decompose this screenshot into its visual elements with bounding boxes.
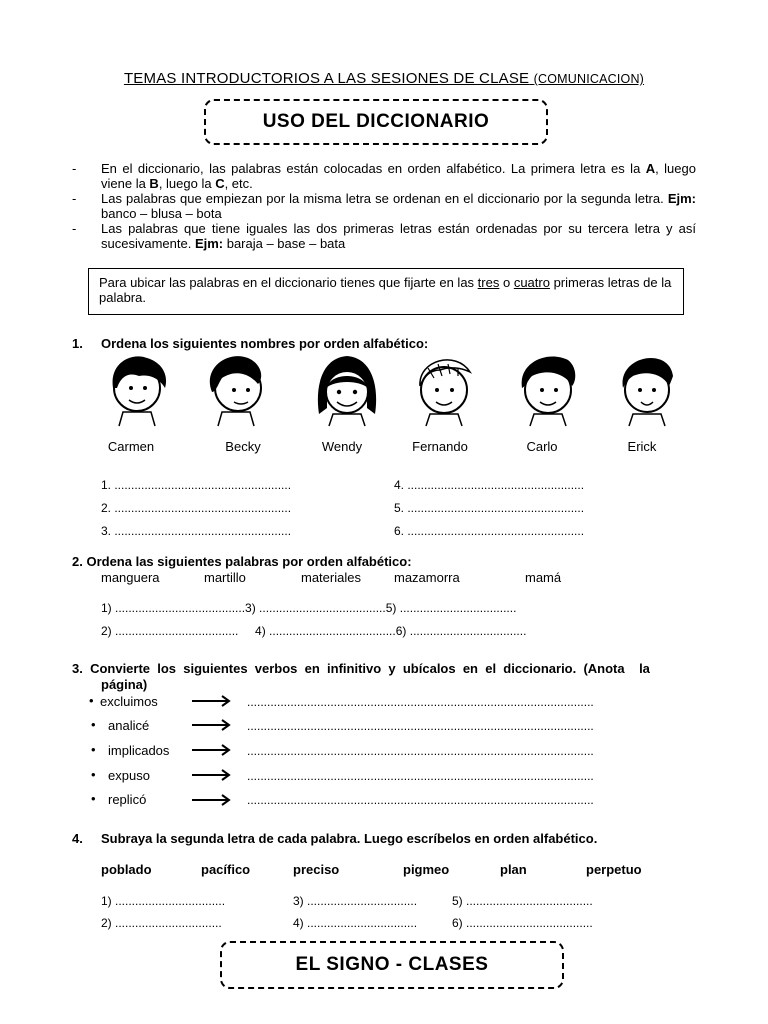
- note-box: [88, 268, 684, 315]
- intro-text: [101, 221, 696, 251]
- answer-line[interactable]: 4) .................................: [293, 916, 418, 930]
- word: pigmeo: [403, 862, 450, 877]
- text: , etc.: [224, 176, 253, 191]
- question-2-text: 2. Ordena las siguientes palabras por orden alfabético:: [72, 554, 412, 569]
- answer-line[interactable]: 2) ..................................... 4) ......................................6) ...................................: [101, 624, 527, 638]
- question-1-text: Ordena los siguientes nombres por orden alfabético:: [101, 336, 429, 351]
- bold-letter: B: [149, 176, 159, 191]
- verb-label: excluimos: [100, 694, 158, 709]
- arrows: [190, 694, 234, 814]
- child-face-icon: [307, 348, 387, 428]
- child-name: Wendy: [321, 439, 363, 454]
- answer-line[interactable]: 6) ......................................: [452, 916, 593, 930]
- intro-list: [72, 161, 696, 251]
- bullet: •: [91, 717, 96, 732]
- intro-item: [72, 161, 696, 191]
- child-face-icon: [198, 348, 274, 428]
- answer-line[interactable]: 1. .....................................................: [101, 478, 292, 492]
- right-arrow-icon: [192, 745, 229, 755]
- intro-item: [72, 221, 696, 251]
- child-name: Becky: [225, 439, 261, 454]
- answer-line[interactable]: 4. .....................................................: [394, 478, 585, 492]
- bullet: •: [91, 791, 96, 806]
- answer-line[interactable]: 1) .................................: [101, 894, 226, 908]
- answer-line[interactable]: ........................................................................................................: [247, 793, 594, 807]
- child-name: Carlo: [526, 439, 558, 454]
- section-title-box: EL SIGNO - CLASES: [220, 941, 564, 989]
- verb-label: implicados: [108, 743, 170, 758]
- question-1-number: 1.: [72, 336, 83, 351]
- text: , luego viene la: [101, 161, 696, 191]
- dash: -: [72, 161, 77, 176]
- title-text: TEMAS INTRODUCTORIOS A LAS SESIONES DE CLASE: [123, 70, 530, 87]
- word: preciso: [293, 862, 340, 877]
- answer-line[interactable]: 3) .................................: [293, 894, 418, 908]
- title-subtitle: (COMUNICACION): [533, 72, 645, 86]
- answer-line[interactable]: 6. .....................................................: [394, 524, 585, 538]
- text: Para ubicar las palabras en el diccionario tienes que fijarte en las: [99, 275, 478, 290]
- child-face-icon: [508, 348, 588, 428]
- example-label: Ejm:: [194, 236, 224, 251]
- intro-item: [72, 191, 696, 221]
- text: Las palabras que empiezan por la misma letra se ordenan en el diccionario por la segunda letra.: [101, 191, 668, 206]
- section-title-box: USO DEL DICCIONARIO: [204, 99, 548, 145]
- question-4-text: Subraya la segunda letra de cada palabra. Luego escríbelos en orden alfabético.: [101, 831, 598, 846]
- word: plan: [500, 862, 527, 877]
- bold-letter: C: [215, 176, 225, 191]
- child-name: Carmen: [107, 439, 155, 454]
- word: mazamorra: [394, 570, 460, 585]
- bold-letter: A: [645, 161, 656, 176]
- right-arrow-icon: [192, 720, 229, 730]
- child-face-icon: [404, 348, 484, 428]
- word: perpetuo: [586, 862, 642, 877]
- text: , luego la: [158, 176, 216, 191]
- bullet: •: [89, 693, 94, 708]
- answer-line[interactable]: 5. .....................................................: [394, 501, 585, 515]
- question-3-text: 3. Convierte los siguientes verbos en infinitivo y ubícalos en el diccionario. (Anota la: [72, 661, 650, 676]
- answer-line[interactable]: 5) ......................................: [452, 894, 593, 908]
- text: En el diccionario, las palabras están colocadas en orden alfabético. La primera letra es la: [101, 161, 646, 176]
- page-title: [0, 70, 768, 87]
- text: Las palabras que tiene iguales las dos primeras letras están ordenadas por su tercera letra y así sucesivamente.: [101, 221, 696, 251]
- verb-label: replicó: [108, 792, 147, 807]
- verb-label: expuso: [108, 768, 150, 783]
- word: materiales: [301, 570, 361, 585]
- word: martillo: [204, 570, 246, 585]
- answer-line[interactable]: 2. .....................................................: [101, 501, 292, 515]
- child-face-icon: [99, 348, 175, 428]
- child-face-icon: [607, 346, 687, 428]
- answer-line[interactable]: ........................................................................................................: [247, 695, 594, 709]
- underlined-word: tres: [477, 275, 500, 290]
- answer-line[interactable]: ........................................................................................................: [247, 744, 594, 758]
- text: o: [499, 275, 514, 290]
- dash: -: [72, 221, 77, 236]
- word: mamá: [525, 570, 562, 585]
- example-label: Ejm:: [667, 191, 696, 206]
- intro-text: [101, 161, 696, 191]
- text: primeras letras de la palabra.: [99, 275, 672, 305]
- answer-line[interactable]: ........................................................................................................: [247, 719, 594, 733]
- intro-text: [101, 191, 696, 221]
- right-arrow-icon: [192, 696, 229, 706]
- right-arrow-icon: [192, 770, 229, 780]
- verb-label: analicé: [108, 718, 150, 733]
- underlined-word: cuatro: [513, 275, 550, 290]
- text: banco – blusa – bota: [101, 206, 222, 221]
- child-name: Erick: [627, 439, 657, 454]
- word: manguera: [101, 570, 160, 585]
- word: pacífico: [201, 862, 251, 877]
- answer-line[interactable]: 3. .....................................................: [101, 524, 292, 538]
- child-name: Fernando: [412, 439, 468, 454]
- right-arrow-icon: [192, 795, 229, 805]
- answer-line[interactable]: 2) ................................: [101, 916, 222, 930]
- dash: -: [72, 191, 77, 206]
- question-3-text-cont: página): [101, 677, 148, 692]
- answer-line[interactable]: ........................................................................................................: [247, 769, 594, 783]
- text: baraja – base – bata: [223, 236, 346, 251]
- bullet: •: [91, 742, 96, 757]
- bullet: •: [91, 767, 96, 782]
- answer-line[interactable]: 1) .......................................3) ......................................5) ...................................: [101, 601, 517, 615]
- question-4-number: 4.: [72, 831, 83, 846]
- word: poblado: [101, 862, 152, 877]
